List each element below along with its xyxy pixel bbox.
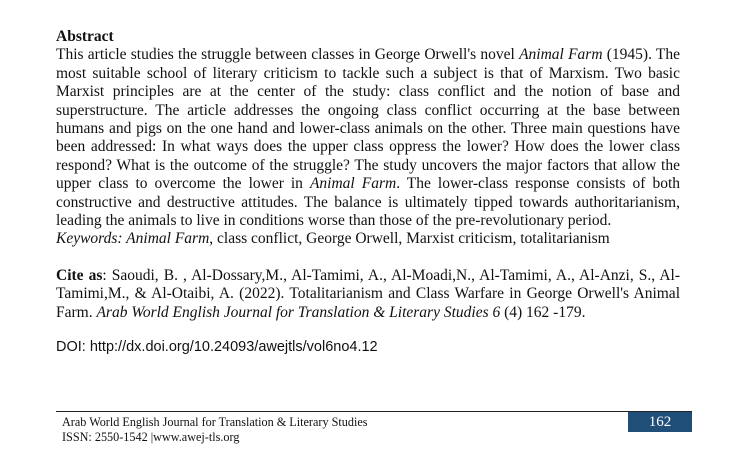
book-title: Animal Farm xyxy=(309,175,397,193)
cite-text: : Saoudi, B. , Al-Dossary,M., Al-Tamimi, A., Al-Moadi,N., Al-Tamimi, A., Al-Anzi, S., Al-Tamimi,M., & Al-Otaibi, A. (2022). Totalitarianism and Class Warfare in George Orwell's Animal Farm. xyxy=(56,266,681,321)
doi-link[interactable]: DOI: http://dx.doi.org/10.24093/awejtls/vol6no4.12 xyxy=(56,339,378,356)
page-footer xyxy=(62,415,367,444)
cite-label: Cite as xyxy=(56,266,103,284)
book-title: Animal Farm xyxy=(519,46,603,64)
keywords xyxy=(56,230,680,248)
footer-issn: ISSN: 2550-1542 |www.awej-tls.org xyxy=(62,429,240,444)
footer-divider xyxy=(56,411,692,412)
keywords-label: Keywords: Animal Farm xyxy=(56,230,210,248)
abstract-heading: Abstract xyxy=(56,28,114,45)
page-number: 162 xyxy=(628,412,692,432)
journal-title: Arab World English Journal for Translation & Literary Studies 6 xyxy=(96,303,501,321)
cite-tail: (4) 162 -179. xyxy=(500,303,586,321)
abstract-text xyxy=(56,46,680,230)
abstract-part-1: This article studies the struggle between classes in George Orwell's novel xyxy=(56,46,520,64)
footer-journal: Arab World English Journal for Translation & Literary Studies xyxy=(62,415,368,429)
keywords-list: , class conflict, George Orwell, Marxist criticism, totalitarianism xyxy=(209,230,610,248)
abstract-part-2: (1945). The most suitable school of literary criticism to tackle such a subject is that of Marxism. Two basic Marxist principles are at the center of the study: class conflict and the notion of base and superstructure. The article addresses the ongoing class conflict occurring at the base between humans and pigs on the one hand and lower-class animals on the other. Three main questions have been addressed: In what ways does the upper class oppress the lower? How does the lower class respond? What is the outcome of the struggle? The study uncovers the major factors that allow the upper class to overcome the lower in xyxy=(56,46,681,193)
citation xyxy=(56,267,680,322)
abstract-part-3: . The lower-class response consists of both constructive and destructive attitudes. The balance is ultimately tipped towards authoritarianism, leading the animals to live in conditions worse than those of the pre-revolutionary period. xyxy=(56,175,681,230)
article-body xyxy=(56,28,680,357)
